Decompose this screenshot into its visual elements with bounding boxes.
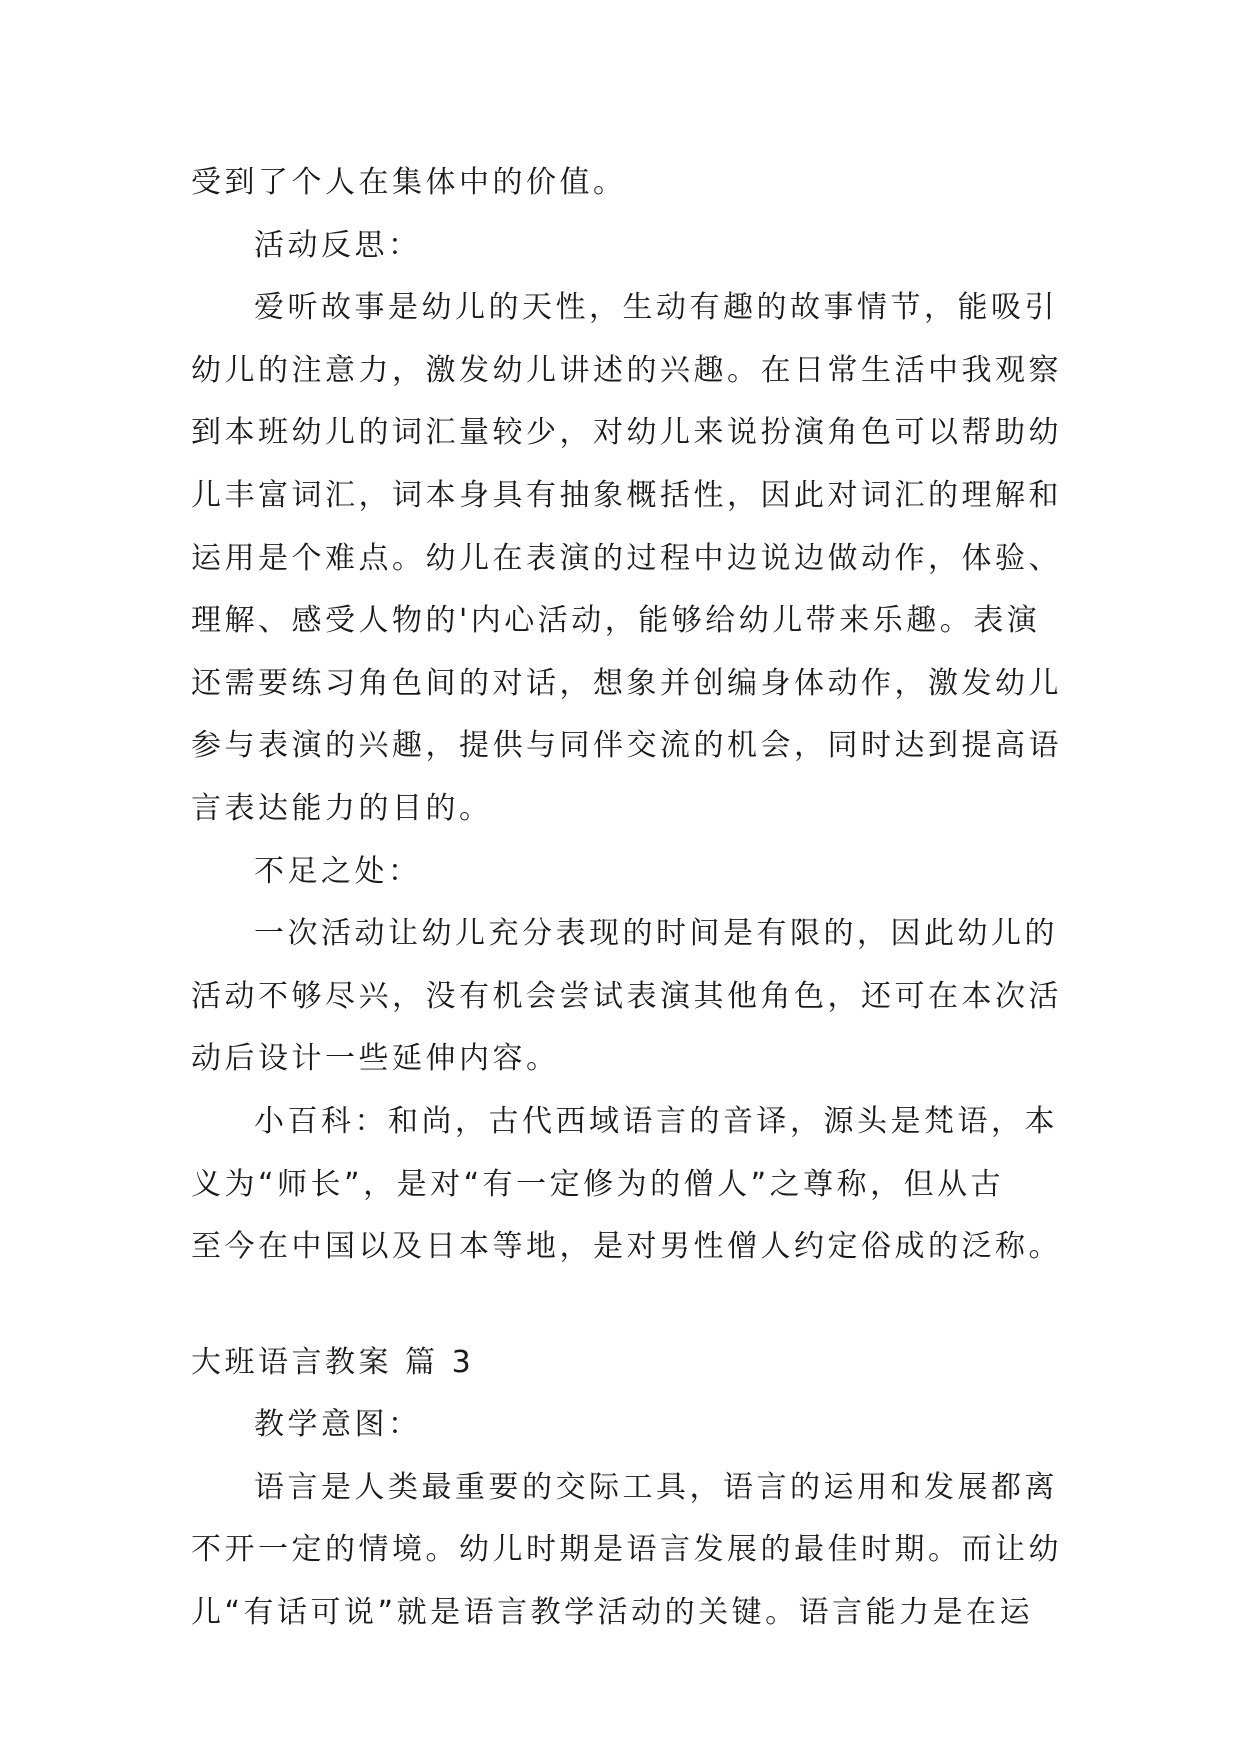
body-line: 受到了个人在集体中的价值。 <box>191 165 627 200</box>
intent-paragraph <box>191 1457 1071 1645</box>
body-line: 小百科：和尚，古代西域语言的音译，源头是梵语，本 <box>254 1103 1058 1139</box>
body-line: 义为“师长”，是对“有一定修为的僧人”之尊称，但从古 <box>191 1166 1005 1202</box>
section-spacer <box>191 1279 1071 1332</box>
body-line: 幼儿的注意力，激发幼儿讲述的兴趣。在日常生活中我观察 <box>191 352 1062 388</box>
section-title: 大班语言教案 篇 3 <box>191 1344 475 1380</box>
body-line: 一次活动让幼儿充分表现的时间是有限的，因此幼儿的 <box>254 916 1058 952</box>
body-line: 理解、感受人物的'内心活动，能够给幼儿带来乐趣。表演 <box>191 603 1041 639</box>
body-line: 运用是个难点。幼儿在表演的过程中边说边做动作，体验、 <box>191 540 1062 576</box>
shortcoming-heading: 不足之处： <box>254 853 422 889</box>
body-line: 动后设计一些延伸内容。 <box>191 1041 560 1077</box>
intent-heading: 教学意图： <box>254 1407 422 1443</box>
shortcoming-paragraph <box>191 903 1071 1091</box>
body-line: 还需要练习角色间的对话，想象并创编身体动作，激发幼儿 <box>191 665 1062 701</box>
reflection-paragraph <box>191 277 1071 840</box>
body-line: 到本班幼儿的词汇量较少，对幼儿来说扮演角色可以帮助幼 <box>191 415 1062 451</box>
body-line: 参与表演的兴趣，提供与同伴交流的机会，同时达到提高语 <box>191 728 1062 764</box>
body-line: 语言是人类最重要的交际工具，语言的运用和发展都离 <box>254 1469 1058 1505</box>
body-line: 不开一定的情境。幼儿时期是语言发展的最佳时期。而让幼 <box>191 1532 1062 1568</box>
body-line: 爱听故事是幼儿的天性，生动有趣的故事情节，能吸引 <box>254 290 1058 326</box>
encyclopedia-paragraph <box>191 1091 1071 1279</box>
body-line: 儿“有话可说”就是语言教学活动的关键。语言能力是在运 <box>191 1595 1034 1631</box>
reflection-heading: 活动反思： <box>254 227 422 263</box>
body-line: 至今在中国以及日本等地，是对男性僧人约定俗成的泛称。 <box>191 1229 1062 1265</box>
body-line: 活动不够尽兴，没有机会尝试表演其他角色，还可在本次活 <box>191 978 1062 1014</box>
document-body <box>191 152 1071 1645</box>
body-line: 儿丰富词汇，词本身具有抽象概括性，因此对词汇的理解和 <box>191 477 1062 513</box>
body-line: 言表达能力的目的。 <box>191 790 493 826</box>
